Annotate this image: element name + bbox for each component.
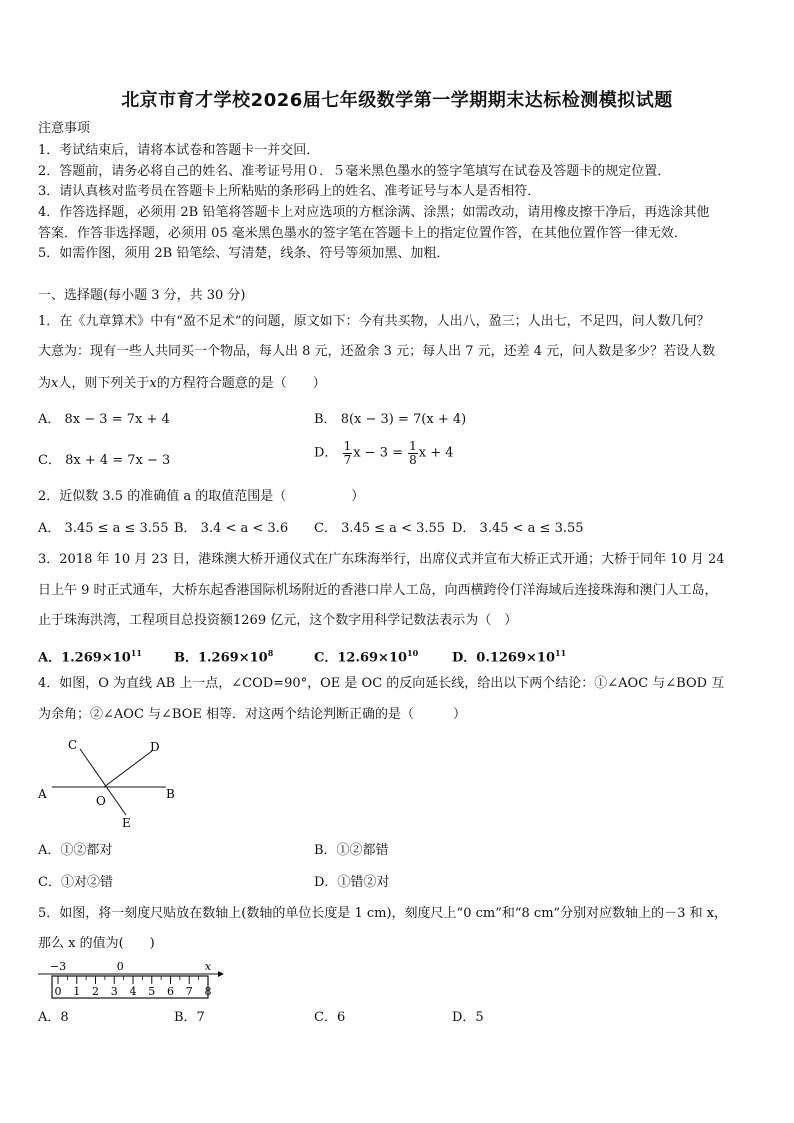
axis-label: −3	[49, 960, 67, 973]
ruler-tick-label: 2	[92, 985, 99, 998]
q3-option-b[interactable]	[174, 645, 273, 666]
notice-item: 4．作答选择题，必须用 2B 铅笔将答题卡上对应选项的方框涂满、涂黑；如需改动，请用橡皮擦干净后，再选涂其他	[38, 205, 710, 220]
ruler-tick-label: 7	[185, 985, 193, 998]
q1-var: x	[149, 376, 157, 391]
q2-stem: 2．近似数 3.5 的准确值 a 的取值范围是（ ）	[38, 489, 365, 504]
page-title: 北京市育才学校2026届七年级数学第一学期期末达标检测模拟试题	[121, 90, 673, 111]
ruler-tick-label: 3	[110, 985, 118, 998]
ray-od	[104, 751, 152, 787]
ruler-tick-label: 5	[148, 985, 156, 998]
fraction-numerator: 1	[409, 439, 417, 453]
q1-option-b[interactable]	[314, 412, 466, 428]
section-heading: 一、选择题(每小题 3 分，共 30 分)	[38, 288, 246, 303]
exponent: 11	[130, 648, 142, 658]
fraction	[408, 440, 418, 467]
notice-heading: 注意事项	[38, 121, 91, 136]
q3-line1: 3．2018 年 10 月 23 日，港珠澳大桥开通仪式在广东珠海举行，出席仪式并宣布大桥正式开通；大桥于同年 10 月 24	[38, 552, 725, 567]
q1-line2: 大意为：现有一些人共同买一个物品，每人出 8 元，还盈余 3 元；每人出 7 元，还差 4 元，问人数是多少？若设人数	[38, 344, 716, 359]
label-c: C	[68, 738, 78, 752]
fraction-denominator: 7	[343, 453, 352, 467]
q3-line2: 日上午 9 时正式通车，大桥东起香港国际机场附近的香港口岸人工岛，向西横跨伶仃洋海域后连接珠海和澳门人工岛，	[38, 583, 718, 598]
option-text: D．0.1269×10	[452, 650, 556, 666]
exponent: 11	[555, 648, 567, 658]
option-text: A．1.269×10	[38, 650, 131, 666]
exponent: 8	[267, 648, 274, 658]
q5-option-a[interactable]: A．8	[38, 1010, 69, 1025]
fraction-denominator: 8	[409, 453, 417, 467]
q4-line1: 4．如图，O 为直线 AB 上一点，∠COD=90°，OE 是 OC 的反向延长线，给出以下两个结论：①∠AOC 与∠BOD 互	[38, 676, 725, 691]
option-text: 8x − 3 = 7x + 4	[64, 412, 170, 427]
label-o: O	[96, 794, 106, 808]
fraction-numerator: 1	[343, 439, 352, 453]
label-e: E	[122, 816, 131, 830]
q4-option-b[interactable]: B．①②都错	[314, 843, 389, 858]
ruler-tick-label: 6	[167, 985, 174, 998]
q1-text: 的方程符合题意的是（ ）	[156, 376, 326, 391]
q4-line2: 为余角；②∠AOC 与∠BOE 相等．对这两个结论判断正确的是（ ）	[38, 707, 466, 722]
option-label: A．	[38, 412, 61, 427]
q1-option-c[interactable]	[38, 453, 170, 469]
q3-option-c[interactable]	[314, 645, 418, 666]
q5-option-d[interactable]: D．5	[452, 1010, 484, 1025]
option-text: 8x + 4 = 7x − 3	[65, 453, 171, 468]
option-label: B．	[314, 412, 337, 427]
fraction	[343, 440, 353, 467]
axis-arrow	[218, 971, 224, 977]
q3-line3: 止于珠海洪湾，工程项目总投资额1269 亿元，这个数字用科学记数法表示为（ ）	[38, 613, 518, 628]
option-text: x − 3 =	[353, 445, 404, 461]
q1-text: 为	[38, 376, 52, 391]
label-a: A	[38, 787, 47, 801]
ruler-tick-label: 8	[204, 985, 212, 998]
q2-option-c[interactable]: C． 3.45 ≤ a < 3.55	[314, 521, 446, 536]
axis-label: x	[204, 960, 212, 973]
q1-text: 人，则下列关于	[58, 376, 150, 391]
label-b: B	[166, 787, 175, 801]
q1-option-d[interactable]	[314, 440, 454, 467]
ruler-tick-label: 1	[73, 985, 81, 998]
ruler-tick-label: 4	[129, 985, 137, 998]
notice-item: 3．请认真核对监考员在答题卡上所粘贴的条形码上的姓名、准考证号与本人是否相符．	[38, 184, 541, 199]
q4-option-a[interactable]: A．①②都对	[38, 843, 113, 858]
q3-option-a[interactable]	[38, 645, 142, 666]
axis-label: 0	[116, 960, 124, 973]
q4-option-d[interactable]: D．①错②对	[314, 875, 390, 890]
notice-item: 2．答题前，请务必将自己的姓名、准考证号用０．５毫米黑色墨水的签字笔填写在试卷及答题卡的规定位置．	[38, 164, 671, 179]
q5-line1: 5．如图，将一刻度尺贴放在数轴上(数轴的单位长度是 1 cm)，刻度尺上“0 cm”和“8 cm”分别对应数轴上的－3 和 x，	[38, 906, 728, 921]
q1-option-a[interactable]	[38, 412, 170, 428]
ruler-tick-label: 0	[54, 985, 62, 998]
q2-option-d[interactable]: D． 3.45 < a ≤ 3.55	[452, 521, 584, 536]
q3-option-d[interactable]	[452, 645, 566, 666]
q5-line2: 那么 x 的值为( )	[38, 936, 155, 951]
q1-line1: 1．在《九章算术》中有“盈不足术”的问题，原文如下：今有共买物，人出八，盈三；人出七，不足四，问人数几何？	[38, 314, 710, 329]
exponent: 10	[407, 648, 419, 658]
option-text: x + 4	[418, 445, 454, 461]
q5-option-b[interactable]: B．7	[174, 1010, 205, 1025]
option-label: C．	[38, 453, 61, 468]
option-text: 8(x − 3) = 7(x + 4)	[340, 412, 467, 427]
q2-option-b[interactable]: B． 3.4 < a < 3.6	[174, 521, 289, 536]
q5-ruler-figure	[34, 960, 234, 1002]
option-text: C．12.69×10	[314, 650, 408, 666]
option-text: B．1.269×10	[174, 650, 268, 666]
notice-item: 5．如需作图，须用 2B 铅笔绘、写清楚，线条、符号等须加黑、加粗．	[38, 246, 450, 261]
q5-option-c[interactable]: C．6	[314, 1010, 346, 1025]
q4-angle-figure	[30, 735, 190, 830]
option-label: D．	[314, 445, 338, 461]
q1-var: x	[51, 376, 59, 391]
label-d: D	[150, 740, 160, 754]
q2-option-a[interactable]: A． 3.45 ≤ a ≤ 3.55	[38, 521, 169, 536]
q1-line3	[38, 376, 326, 392]
notice-item: 答案．作答非选择题，必须用 05 毫米黑色墨水的签字笔在答题卡上的指定位置作答，在其他位置作答一律无效．	[38, 226, 687, 241]
q4-option-c[interactable]: C．①对②错	[38, 875, 113, 890]
notice-item: 1．考试结束后，请将本试卷和答题卡一并交回．	[38, 143, 320, 158]
